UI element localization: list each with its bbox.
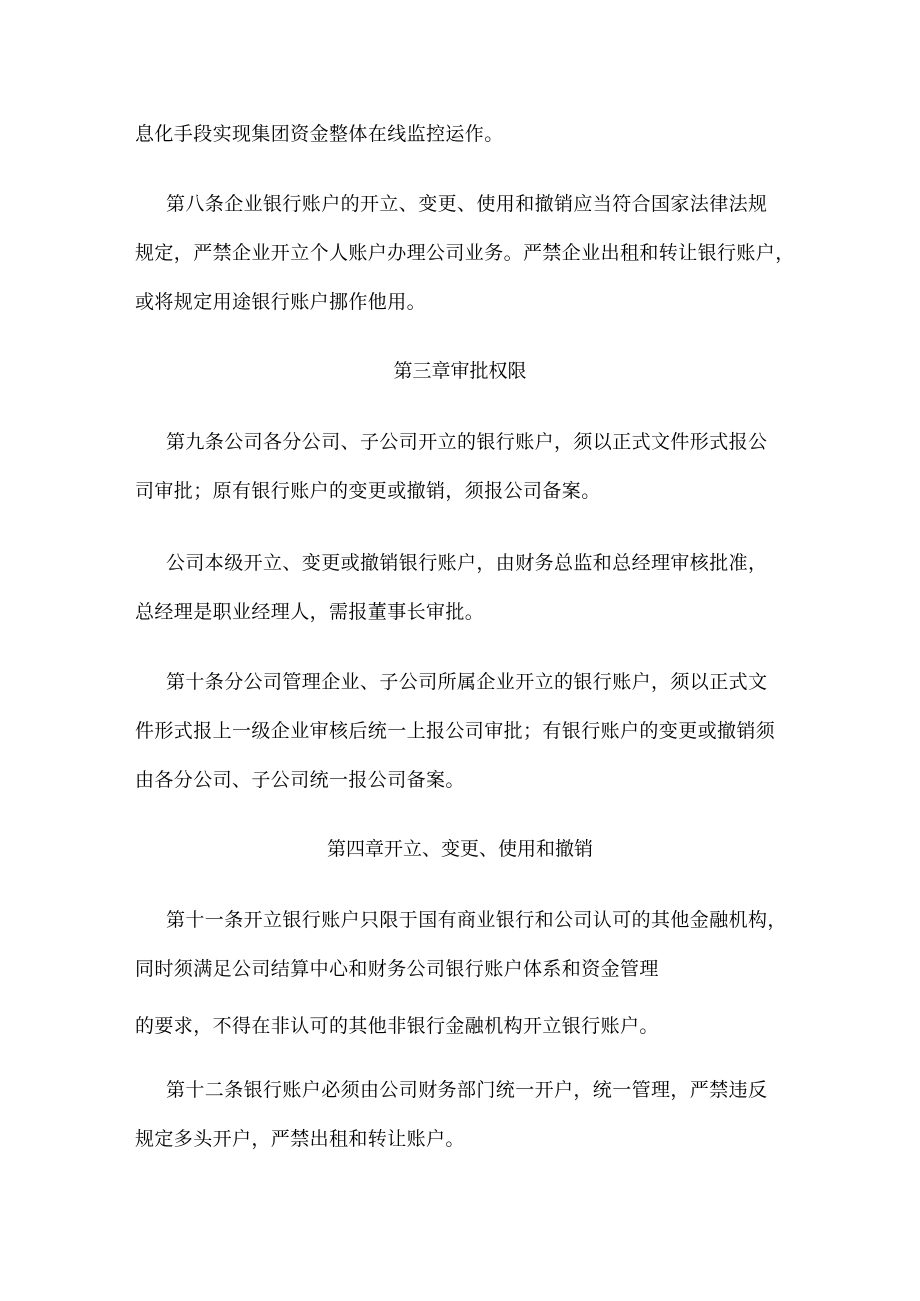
paragraph-line: 司审批；原有银行账户的变更或撤销，须报公司备案。 bbox=[135, 480, 601, 502]
paragraph-line: 第十一条开立银行账户只限于国有商业银行和公司认可的其他金融机构， bbox=[166, 909, 787, 931]
paragraph-line: 总经理是职业经理人，需报董事长审批。 bbox=[135, 601, 485, 623]
paragraph-line: 由各分公司、子公司统一报公司备案。 bbox=[135, 769, 465, 791]
paragraph-line: 第十条分公司管理企业、子公司所属企业开立的银行账户，须以正式文 bbox=[166, 671, 768, 693]
paragraph-line: 第九条公司各分公司、子公司开立的银行账户，须以正式文件形式报公 bbox=[166, 431, 768, 453]
paragraph-line: 规定，严禁企业开立个人账户办理公司业务。严禁企业出租和转让银行账户， bbox=[135, 242, 795, 264]
paragraph-line: 件形式报上一级企业审核后统一上报公司审批；有银行账户的变更或撤销须 bbox=[135, 720, 776, 742]
paragraph-line: 或将规定用途银行账户挪作他用。 bbox=[135, 291, 427, 313]
paragraph-line: 第十二条银行账户必须由公司财务部门统一开户，统一管理，严禁违反 bbox=[166, 1079, 768, 1101]
chapter-heading: 第三章审批权限 bbox=[393, 360, 527, 382]
paragraph-line: 第八条企业银行账户的开立、变更、使用和撤销应当符合国家法律法规 bbox=[166, 193, 768, 215]
paragraph-line: 同时须满足公司结算中心和财务公司银行账户体系和资金管理 bbox=[135, 958, 659, 980]
chapter-heading: 第四章开立、变更、使用和撤销 bbox=[326, 838, 593, 860]
paragraph-line: 息化手段实现集团资金整体在线监控运作。 bbox=[135, 123, 504, 145]
paragraph-line: 规定多头开户，严禁出租和转让账户。 bbox=[135, 1128, 465, 1150]
paragraph-line: 公司本级开立、变更或撤销银行账户，由财务总监和总经理审核批准， bbox=[166, 552, 768, 574]
paragraph-line: 的要求，不得在非认可的其他非银行金融机构开立银行账户。 bbox=[135, 1015, 659, 1037]
